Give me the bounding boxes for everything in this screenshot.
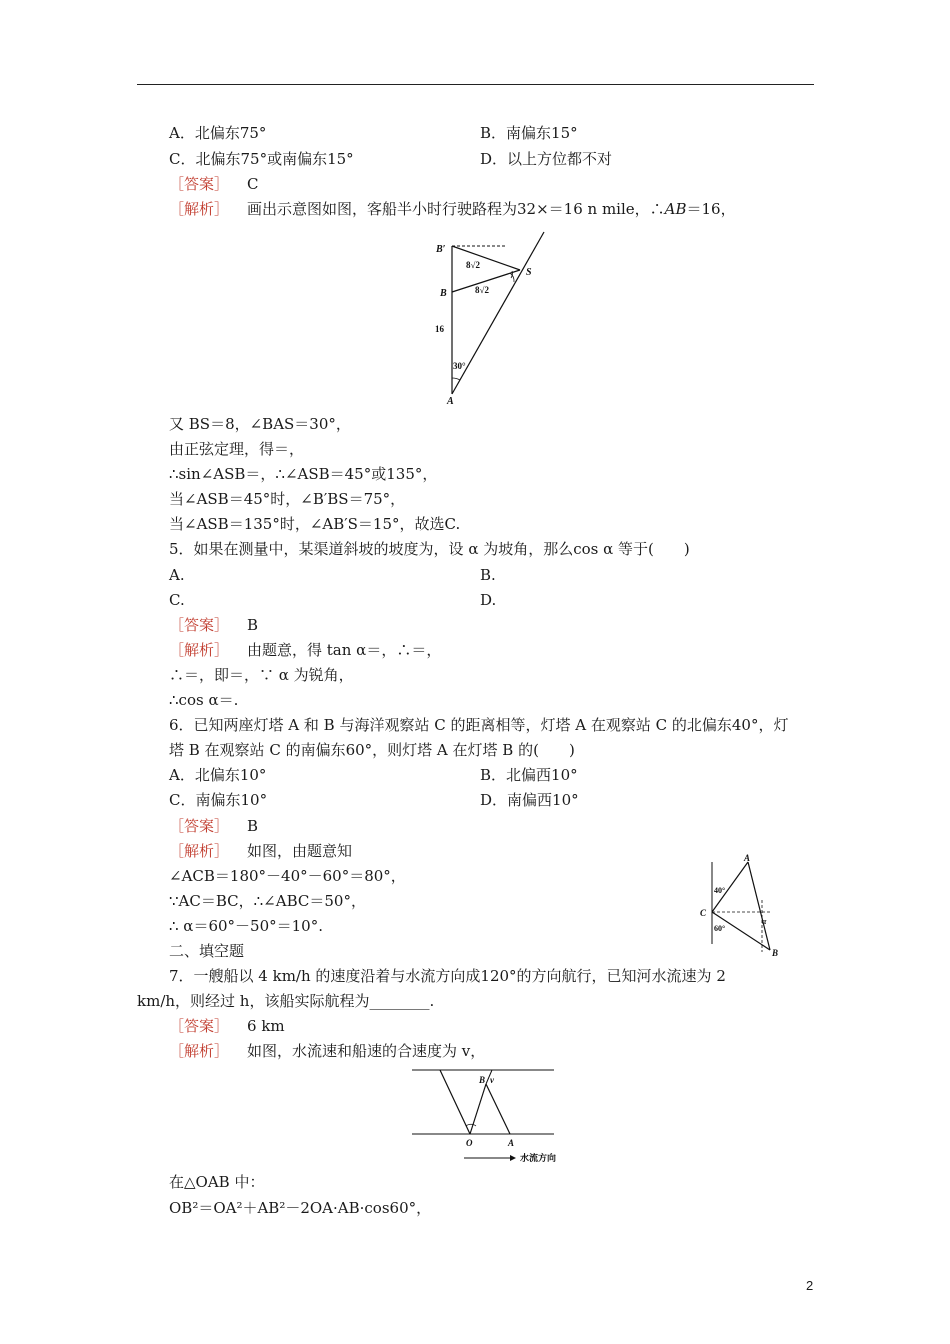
label-v: v	[490, 1075, 494, 1085]
label-b-prime: B′	[436, 244, 446, 255]
label-len2: 8√2	[475, 285, 489, 295]
q6-answer: B	[247, 817, 259, 835]
label-s: S	[526, 267, 532, 278]
q4-line-1: 又 BS＝8，∠BAS＝30°，	[169, 415, 351, 433]
q7-diagram	[410, 1066, 556, 1166]
q4-answer: C	[247, 175, 259, 193]
q4-line-5: 当∠ASB＝135°时，∠AB′S＝15°，故选C.	[169, 515, 461, 533]
q6-analysis-line	[169, 842, 352, 860]
analysis-tag: ［解析］	[169, 842, 230, 860]
q4-line-2: 由正弦定理，得＝，	[169, 440, 305, 458]
q5-line-2: ∴cos α＝.	[169, 691, 239, 709]
q5-line-1: ∴＝，即＝，∵ α 为锐角，	[169, 666, 354, 684]
q6-line-1: ∠ACB＝180°－40°－60°＝80°，	[169, 867, 406, 885]
q6-option-b: B．北偏西10°	[480, 766, 578, 784]
q6-option-a: A．北偏东10°	[169, 766, 267, 784]
label-30: 30°	[453, 361, 466, 371]
q6-option-c: C．南偏东10°	[169, 791, 268, 809]
label-len1: 8√2	[466, 260, 480, 270]
q7-stem-2: km/h，则经过 h，该船实际航程为________.	[137, 992, 435, 1010]
q5-analysis-text: 由题意，得 tan α＝，∴＝，	[247, 641, 442, 659]
label-a: A	[508, 1138, 515, 1148]
label-60: 60°	[714, 924, 726, 933]
q4-analysis-text: 画出示意图如图，客船半小时行驶路程为32×＝16 n mile，∴AB＝16，	[247, 200, 736, 218]
q4-analysis-line	[169, 200, 736, 218]
q6-stem-2: 塔 B 在观察站 C 的南偏东60°，则灯塔 A 在灯塔 B 的( )	[169, 741, 575, 759]
q4-option-c: C．北偏东75°或南偏东15°	[169, 150, 354, 168]
q7-answer: 6 km	[247, 1017, 285, 1035]
q6-line-2: ∵AC＝BC，∴∠ABC＝50°，	[169, 892, 366, 910]
answer-tag: ［答案］	[169, 1017, 230, 1035]
analysis-tag: ［解析］	[169, 200, 230, 218]
answer-tag: ［答案］	[169, 817, 230, 835]
section-heading: 二、填空题	[169, 942, 245, 960]
label-flow: 水流方向	[520, 1153, 556, 1163]
q6-stem-1: 6．已知两座灯塔 A 和 B 与海洋观察站 C 的距离相等，灯塔 A 在观察站 C 的北偏东40°，灯	[169, 716, 789, 734]
label-b: B	[479, 1075, 486, 1085]
q5-option-c: C.	[169, 591, 185, 609]
q6-answer-line	[169, 817, 258, 835]
label-alpha: α	[762, 917, 767, 926]
q7-answer-line	[169, 1017, 285, 1035]
q5-answer-line	[169, 616, 258, 634]
q7-analysis-line	[169, 1042, 485, 1060]
q6-analysis-text: 如图，由题意知	[247, 842, 353, 860]
label-b: B	[772, 948, 779, 958]
q7-line-2: OB²＝OA²＋AB²－2OA·AB·cos60°，	[169, 1199, 432, 1217]
q5-option-d: D.	[480, 591, 497, 609]
q7-stem-1: 7．一艘船以 4 km/h 的速度沿着与水流方向成120°的方向航行，已知河水流速为 2	[169, 967, 726, 985]
q6-line-3: ∴ α＝60°－50°＝10°.	[169, 917, 323, 935]
q4-line-4: 当∠ASB＝45°时，∠B′BS＝75°，	[169, 490, 406, 508]
q7-analysis-text: 如图，水流速和船速的合速度为 v，	[247, 1042, 486, 1060]
q5-stem: 5．如果在测量中，某渠道斜坡的坡度为，设 α 为坡角，那么cos α 等于( )	[169, 540, 690, 558]
q6-diagram	[700, 852, 790, 958]
q5-option-a: A.	[169, 566, 185, 584]
analysis-tag: ［解析］	[169, 641, 230, 659]
q5-option-b: B.	[480, 566, 496, 584]
label-a: A	[447, 396, 454, 406]
header-rule	[137, 84, 814, 85]
answer-tag: ［答案］	[169, 175, 230, 193]
q4-answer-line	[169, 175, 259, 193]
q4-line-3: ∴sin∠ASB＝，∴∠ASB＝45°或135°，	[169, 465, 438, 483]
label-b: B	[440, 288, 447, 299]
q4-diagram	[432, 226, 552, 406]
q6-option-d: D．南偏西10°	[480, 791, 579, 809]
q7-line-1: 在△OAB 中：	[169, 1173, 265, 1191]
q4-option-a: A．北偏东75°	[169, 124, 267, 142]
label-16: 16	[435, 324, 444, 334]
q4-option-b: B．南偏东15°	[480, 124, 578, 142]
q5-answer: B	[247, 616, 259, 634]
label-40: 40°	[714, 886, 726, 895]
page-number: 2	[806, 1278, 814, 1293]
label-o: O	[466, 1138, 473, 1148]
answer-tag: ［答案］	[169, 616, 230, 634]
q4-option-d: D．以上方位都不对	[480, 150, 613, 168]
label-c: C	[700, 908, 707, 918]
q5-analysis-line	[169, 641, 441, 659]
label-a: A	[744, 853, 751, 863]
analysis-tag: ［解析］	[169, 1042, 230, 1060]
